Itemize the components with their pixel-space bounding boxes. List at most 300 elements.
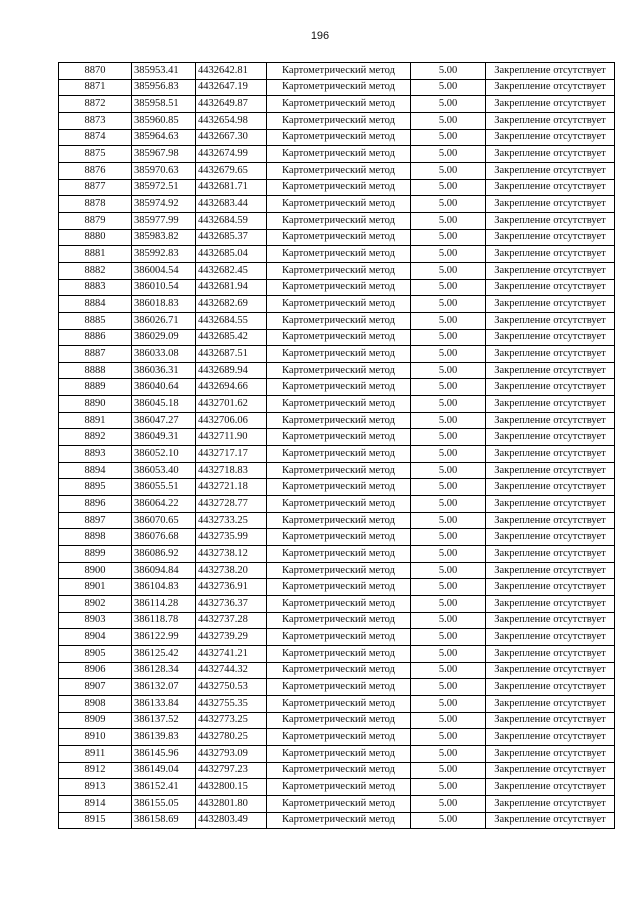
method-cell: Картометрический метод	[267, 129, 411, 146]
point-number-cell: 8885	[59, 312, 132, 329]
table-row	[59, 329, 615, 346]
method-cell: Картометрический метод	[267, 745, 411, 762]
point-number-cell: 8894	[59, 462, 132, 479]
table-row	[59, 562, 615, 579]
accuracy-cell: 5.00	[411, 729, 486, 746]
method-cell: Картометрический метод	[267, 346, 411, 363]
y-coordinate-cell: 4432681.94	[196, 279, 267, 296]
method-cell: Картометрический метод	[267, 812, 411, 829]
table-row	[59, 695, 615, 712]
y-coordinate-cell: 4432750.53	[196, 679, 267, 696]
x-coordinate-cell: 386118.78	[132, 612, 196, 629]
accuracy-cell: 5.00	[411, 795, 486, 812]
table-row	[59, 429, 615, 446]
accuracy-cell: 5.00	[411, 712, 486, 729]
fixing-description-cell: Закрепление отсутствует	[486, 479, 615, 496]
y-coordinate-cell: 4432738.12	[196, 546, 267, 563]
fixing-description-cell: Закрепление отсутствует	[486, 446, 615, 463]
fixing-description-cell: Закрепление отсутствует	[486, 729, 615, 746]
coordinates-table-body	[59, 63, 615, 829]
method-cell: Картометрический метод	[267, 779, 411, 796]
fixing-description-cell: Закрепление отсутствует	[486, 296, 615, 313]
x-coordinate-cell: 386053.40	[132, 462, 196, 479]
method-cell: Картометрический метод	[267, 645, 411, 662]
method-cell: Картометрический метод	[267, 79, 411, 96]
fixing-description-cell: Закрепление отсутствует	[486, 429, 615, 446]
x-coordinate-cell: 386152.41	[132, 779, 196, 796]
table-row	[59, 679, 615, 696]
y-coordinate-cell: 4432711.90	[196, 429, 267, 446]
point-number-cell: 8906	[59, 662, 132, 679]
table-row	[59, 812, 615, 829]
point-number-cell: 8895	[59, 479, 132, 496]
fixing-description-cell: Закрепление отсутствует	[486, 496, 615, 513]
accuracy-cell: 5.00	[411, 63, 486, 80]
accuracy-cell: 5.00	[411, 679, 486, 696]
point-number-cell: 8879	[59, 212, 132, 229]
accuracy-cell: 5.00	[411, 246, 486, 263]
fixing-description-cell: Закрепление отсутствует	[486, 229, 615, 246]
fixing-description-cell: Закрепление отсутствует	[486, 612, 615, 629]
x-coordinate-cell: 386064.22	[132, 496, 196, 513]
page-number: 196	[310, 30, 330, 42]
table-row	[59, 229, 615, 246]
x-coordinate-cell: 386128.34	[132, 662, 196, 679]
accuracy-cell: 5.00	[411, 229, 486, 246]
accuracy-cell: 5.00	[411, 429, 486, 446]
point-number-cell: 8872	[59, 96, 132, 113]
method-cell: Картометрический метод	[267, 679, 411, 696]
point-number-cell: 8902	[59, 596, 132, 613]
point-number-cell: 8881	[59, 246, 132, 263]
table-row	[59, 729, 615, 746]
fixing-description-cell: Закрепление отсутствует	[486, 596, 615, 613]
fixing-description-cell: Закрепление отсутствует	[486, 396, 615, 413]
fixing-description-cell: Закрепление отсутствует	[486, 129, 615, 146]
method-cell: Картометрический метод	[267, 262, 411, 279]
x-coordinate-cell: 386045.18	[132, 396, 196, 413]
fixing-description-cell: Закрепление отсутствует	[486, 546, 615, 563]
accuracy-cell: 5.00	[411, 529, 486, 546]
method-cell: Картометрический метод	[267, 712, 411, 729]
y-coordinate-cell: 4432738.20	[196, 562, 267, 579]
x-coordinate-cell: 386040.64	[132, 379, 196, 396]
x-coordinate-cell: 385972.51	[132, 179, 196, 196]
method-cell: Картометрический метод	[267, 229, 411, 246]
y-coordinate-cell: 4432780.25	[196, 729, 267, 746]
accuracy-cell: 5.00	[411, 196, 486, 213]
point-number-cell: 8878	[59, 196, 132, 213]
point-number-cell: 8877	[59, 179, 132, 196]
table-row	[59, 745, 615, 762]
method-cell: Картометрический метод	[267, 329, 411, 346]
x-coordinate-cell: 386010.54	[132, 279, 196, 296]
point-number-cell: 8911	[59, 745, 132, 762]
x-coordinate-cell: 386145.96	[132, 745, 196, 762]
accuracy-cell: 5.00	[411, 396, 486, 413]
fixing-description-cell: Закрепление отсутствует	[486, 695, 615, 712]
x-coordinate-cell: 386158.69	[132, 812, 196, 829]
method-cell: Картометрический метод	[267, 379, 411, 396]
fixing-description-cell: Закрепление отсутствует	[486, 179, 615, 196]
fixing-description-cell: Закрепление отсутствует	[486, 529, 615, 546]
point-number-cell: 8892	[59, 429, 132, 446]
y-coordinate-cell: 4432739.29	[196, 629, 267, 646]
accuracy-cell: 5.00	[411, 479, 486, 496]
method-cell: Картометрический метод	[267, 63, 411, 80]
y-coordinate-cell: 4432737.28	[196, 612, 267, 629]
x-coordinate-cell: 386033.08	[132, 346, 196, 363]
method-cell: Картометрический метод	[267, 396, 411, 413]
y-coordinate-cell: 4432801.80	[196, 795, 267, 812]
table-row	[59, 779, 615, 796]
y-coordinate-cell: 4432741.21	[196, 645, 267, 662]
y-coordinate-cell: 4432682.69	[196, 296, 267, 313]
y-coordinate-cell: 4432733.25	[196, 512, 267, 529]
method-cell: Картометрический метод	[267, 795, 411, 812]
fixing-description-cell: Закрепление отсутствует	[486, 112, 615, 129]
method-cell: Картометрический метод	[267, 429, 411, 446]
fixing-description-cell: Закрепление отсутствует	[486, 645, 615, 662]
table-row	[59, 196, 615, 213]
method-cell: Картометрический метод	[267, 312, 411, 329]
x-coordinate-cell: 385953.41	[132, 63, 196, 80]
point-number-cell: 8908	[59, 695, 132, 712]
y-coordinate-cell: 4432647.19	[196, 79, 267, 96]
x-coordinate-cell: 386086.92	[132, 546, 196, 563]
method-cell: Картометрический метод	[267, 529, 411, 546]
method-cell: Картометрический метод	[267, 662, 411, 679]
fixing-description-cell: Закрепление отсутствует	[486, 412, 615, 429]
x-coordinate-cell: 385992.83	[132, 246, 196, 263]
y-coordinate-cell: 4432736.37	[196, 596, 267, 613]
y-coordinate-cell: 4432685.37	[196, 229, 267, 246]
x-coordinate-cell: 386052.10	[132, 446, 196, 463]
method-cell: Картометрический метод	[267, 512, 411, 529]
accuracy-cell: 5.00	[411, 612, 486, 629]
method-cell: Картометрический метод	[267, 596, 411, 613]
method-cell: Картометрический метод	[267, 479, 411, 496]
x-coordinate-cell: 385960.85	[132, 112, 196, 129]
point-number-cell: 8915	[59, 812, 132, 829]
point-number-cell: 8887	[59, 346, 132, 363]
y-coordinate-cell: 4432755.35	[196, 695, 267, 712]
table-row	[59, 262, 615, 279]
y-coordinate-cell: 4432735.99	[196, 529, 267, 546]
x-coordinate-cell: 386114.28	[132, 596, 196, 613]
fixing-description-cell: Закрепление отсутствует	[486, 629, 615, 646]
y-coordinate-cell: 4432744.32	[196, 662, 267, 679]
method-cell: Картометрический метод	[267, 446, 411, 463]
fixing-description-cell: Закрепление отсутствует	[486, 812, 615, 829]
table-row	[59, 712, 615, 729]
accuracy-cell: 5.00	[411, 762, 486, 779]
y-coordinate-cell: 4432718.83	[196, 462, 267, 479]
fixing-description-cell: Закрепление отсутствует	[486, 79, 615, 96]
table-row	[59, 762, 615, 779]
x-coordinate-cell: 386094.84	[132, 562, 196, 579]
x-coordinate-cell: 386047.27	[132, 412, 196, 429]
x-coordinate-cell: 386049.31	[132, 429, 196, 446]
y-coordinate-cell: 4432736.91	[196, 579, 267, 596]
fixing-description-cell: Закрепление отсутствует	[486, 562, 615, 579]
accuracy-cell: 5.00	[411, 362, 486, 379]
y-coordinate-cell: 4432728.77	[196, 496, 267, 513]
table-row	[59, 96, 615, 113]
y-coordinate-cell: 4432793.09	[196, 745, 267, 762]
point-number-cell: 8886	[59, 329, 132, 346]
coordinates-table	[58, 62, 615, 829]
point-number-cell: 8896	[59, 496, 132, 513]
x-coordinate-cell: 386104.83	[132, 579, 196, 596]
accuracy-cell: 5.00	[411, 446, 486, 463]
point-number-cell: 8874	[59, 129, 132, 146]
table-row	[59, 529, 615, 546]
accuracy-cell: 5.00	[411, 645, 486, 662]
x-coordinate-cell: 385967.98	[132, 146, 196, 163]
point-number-cell: 8897	[59, 512, 132, 529]
y-coordinate-cell: 4432679.65	[196, 162, 267, 179]
x-coordinate-cell: 386070.65	[132, 512, 196, 529]
x-coordinate-cell: 386018.83	[132, 296, 196, 313]
y-coordinate-cell: 4432685.04	[196, 246, 267, 263]
accuracy-cell: 5.00	[411, 812, 486, 829]
y-coordinate-cell: 4432701.62	[196, 396, 267, 413]
point-number-cell: 8890	[59, 396, 132, 413]
fixing-description-cell: Закрепление отсутствует	[486, 212, 615, 229]
y-coordinate-cell: 4432682.45	[196, 262, 267, 279]
table-row	[59, 296, 615, 313]
table-row	[59, 462, 615, 479]
method-cell: Картометрический метод	[267, 579, 411, 596]
accuracy-cell: 5.00	[411, 512, 486, 529]
accuracy-cell: 5.00	[411, 346, 486, 363]
table-row	[59, 146, 615, 163]
y-coordinate-cell: 4432800.15	[196, 779, 267, 796]
x-coordinate-cell: 386139.83	[132, 729, 196, 746]
point-number-cell: 8913	[59, 779, 132, 796]
accuracy-cell: 5.00	[411, 79, 486, 96]
fixing-description-cell: Закрепление отсутствует	[486, 379, 615, 396]
accuracy-cell: 5.00	[411, 596, 486, 613]
accuracy-cell: 5.00	[411, 546, 486, 563]
method-cell: Картометрический метод	[267, 562, 411, 579]
point-number-cell: 8882	[59, 262, 132, 279]
accuracy-cell: 5.00	[411, 695, 486, 712]
point-number-cell: 8910	[59, 729, 132, 746]
point-number-cell: 8900	[59, 562, 132, 579]
table-row	[59, 246, 615, 263]
fixing-description-cell: Закрепление отсутствует	[486, 362, 615, 379]
method-cell: Картометрический метод	[267, 612, 411, 629]
x-coordinate-cell: 386004.54	[132, 262, 196, 279]
y-coordinate-cell: 4432706.06	[196, 412, 267, 429]
accuracy-cell: 5.00	[411, 579, 486, 596]
x-coordinate-cell: 385956.83	[132, 79, 196, 96]
fixing-description-cell: Закрепление отсутствует	[486, 579, 615, 596]
table-row	[59, 79, 615, 96]
accuracy-cell: 5.00	[411, 112, 486, 129]
fixing-description-cell: Закрепление отсутствует	[486, 63, 615, 80]
fixing-description-cell: Закрепление отсутствует	[486, 745, 615, 762]
point-number-cell: 8909	[59, 712, 132, 729]
table-row	[59, 446, 615, 463]
y-coordinate-cell: 4432685.42	[196, 329, 267, 346]
point-number-cell: 8870	[59, 63, 132, 80]
table-row	[59, 795, 615, 812]
point-number-cell: 8893	[59, 446, 132, 463]
method-cell: Картометрический метод	[267, 112, 411, 129]
table-row	[59, 346, 615, 363]
table-row	[59, 496, 615, 513]
y-coordinate-cell: 4432649.87	[196, 96, 267, 113]
x-coordinate-cell: 386149.04	[132, 762, 196, 779]
method-cell: Картометрический метод	[267, 362, 411, 379]
point-number-cell: 8880	[59, 229, 132, 246]
method-cell: Картометрический метод	[267, 96, 411, 113]
table-row	[59, 662, 615, 679]
point-number-cell: 8873	[59, 112, 132, 129]
method-cell: Картометрический метод	[267, 695, 411, 712]
accuracy-cell: 5.00	[411, 279, 486, 296]
table-row	[59, 396, 615, 413]
table-row	[59, 63, 615, 80]
fixing-description-cell: Закрепление отсутствует	[486, 146, 615, 163]
point-number-cell: 8875	[59, 146, 132, 163]
method-cell: Картометрический метод	[267, 412, 411, 429]
fixing-description-cell: Закрепление отсутствует	[486, 346, 615, 363]
y-coordinate-cell: 4432797.23	[196, 762, 267, 779]
table-row	[59, 479, 615, 496]
accuracy-cell: 5.00	[411, 96, 486, 113]
y-coordinate-cell: 4432803.49	[196, 812, 267, 829]
x-coordinate-cell: 385964.63	[132, 129, 196, 146]
table-row	[59, 546, 615, 563]
y-coordinate-cell: 4432694.66	[196, 379, 267, 396]
accuracy-cell: 5.00	[411, 379, 486, 396]
method-cell: Картометрический метод	[267, 196, 411, 213]
method-cell: Картометрический метод	[267, 462, 411, 479]
table-row	[59, 162, 615, 179]
table-row	[59, 596, 615, 613]
y-coordinate-cell: 4432717.17	[196, 446, 267, 463]
point-number-cell: 8898	[59, 529, 132, 546]
accuracy-cell: 5.00	[411, 662, 486, 679]
point-number-cell: 8901	[59, 579, 132, 596]
point-number-cell: 8899	[59, 546, 132, 563]
x-coordinate-cell: 385977.99	[132, 212, 196, 229]
table-row	[59, 512, 615, 529]
fixing-description-cell: Закрепление отсутствует	[486, 712, 615, 729]
method-cell: Картометрический метод	[267, 212, 411, 229]
table-row	[59, 279, 615, 296]
accuracy-cell: 5.00	[411, 462, 486, 479]
fixing-description-cell: Закрепление отсутствует	[486, 795, 615, 812]
point-number-cell: 8891	[59, 412, 132, 429]
point-number-cell: 8912	[59, 762, 132, 779]
fixing-description-cell: Закрепление отсутствует	[486, 279, 615, 296]
x-coordinate-cell: 386132.07	[132, 679, 196, 696]
fixing-description-cell: Закрепление отсутствует	[486, 662, 615, 679]
fixing-description-cell: Закрепление отсутствует	[486, 779, 615, 796]
point-number-cell: 8871	[59, 79, 132, 96]
accuracy-cell: 5.00	[411, 779, 486, 796]
point-number-cell: 8904	[59, 629, 132, 646]
method-cell: Картометрический метод	[267, 762, 411, 779]
y-coordinate-cell: 4432684.55	[196, 312, 267, 329]
fixing-description-cell: Закрепление отсутствует	[486, 462, 615, 479]
y-coordinate-cell: 4432683.44	[196, 196, 267, 213]
point-number-cell: 8876	[59, 162, 132, 179]
x-coordinate-cell: 386125.42	[132, 645, 196, 662]
fixing-description-cell: Закрепление отсутствует	[486, 162, 615, 179]
fixing-description-cell: Закрепление отсутствует	[486, 762, 615, 779]
y-coordinate-cell: 4432681.71	[196, 179, 267, 196]
accuracy-cell: 5.00	[411, 262, 486, 279]
accuracy-cell: 5.00	[411, 745, 486, 762]
fixing-description-cell: Закрепление отсутствует	[486, 246, 615, 263]
method-cell: Картометрический метод	[267, 246, 411, 263]
accuracy-cell: 5.00	[411, 146, 486, 163]
fixing-description-cell: Закрепление отсутствует	[486, 512, 615, 529]
table-row	[59, 379, 615, 396]
fixing-description-cell: Закрепление отсутствует	[486, 262, 615, 279]
y-coordinate-cell: 4432689.94	[196, 362, 267, 379]
y-coordinate-cell: 4432687.51	[196, 346, 267, 363]
x-coordinate-cell: 385974.92	[132, 196, 196, 213]
method-cell: Картометрический метод	[267, 496, 411, 513]
fixing-description-cell: Закрепление отсутствует	[486, 96, 615, 113]
table-row	[59, 629, 615, 646]
accuracy-cell: 5.00	[411, 412, 486, 429]
method-cell: Картометрический метод	[267, 146, 411, 163]
y-coordinate-cell: 4432667.30	[196, 129, 267, 146]
method-cell: Картометрический метод	[267, 179, 411, 196]
method-cell: Картометрический метод	[267, 162, 411, 179]
table-row	[59, 612, 615, 629]
method-cell: Картометрический метод	[267, 629, 411, 646]
accuracy-cell: 5.00	[411, 162, 486, 179]
x-coordinate-cell: 386055.51	[132, 479, 196, 496]
table-row	[59, 129, 615, 146]
accuracy-cell: 5.00	[411, 562, 486, 579]
method-cell: Картометрический метод	[267, 279, 411, 296]
y-coordinate-cell: 4432642.81	[196, 63, 267, 80]
accuracy-cell: 5.00	[411, 312, 486, 329]
table-row	[59, 579, 615, 596]
accuracy-cell: 5.00	[411, 629, 486, 646]
y-coordinate-cell: 4432773.25	[196, 712, 267, 729]
y-coordinate-cell: 4432654.98	[196, 112, 267, 129]
y-coordinate-cell: 4432684.59	[196, 212, 267, 229]
x-coordinate-cell: 385958.51	[132, 96, 196, 113]
x-coordinate-cell: 386137.52	[132, 712, 196, 729]
accuracy-cell: 5.00	[411, 212, 486, 229]
point-number-cell: 8889	[59, 379, 132, 396]
x-coordinate-cell: 386026.71	[132, 312, 196, 329]
table-row	[59, 112, 615, 129]
point-number-cell: 8905	[59, 645, 132, 662]
point-number-cell: 8888	[59, 362, 132, 379]
x-coordinate-cell: 386155.05	[132, 795, 196, 812]
method-cell: Картометрический метод	[267, 729, 411, 746]
point-number-cell: 8914	[59, 795, 132, 812]
x-coordinate-cell: 386133.84	[132, 695, 196, 712]
x-coordinate-cell: 386076.68	[132, 529, 196, 546]
x-coordinate-cell: 385983.82	[132, 229, 196, 246]
x-coordinate-cell: 386122.99	[132, 629, 196, 646]
table-row	[59, 212, 615, 229]
